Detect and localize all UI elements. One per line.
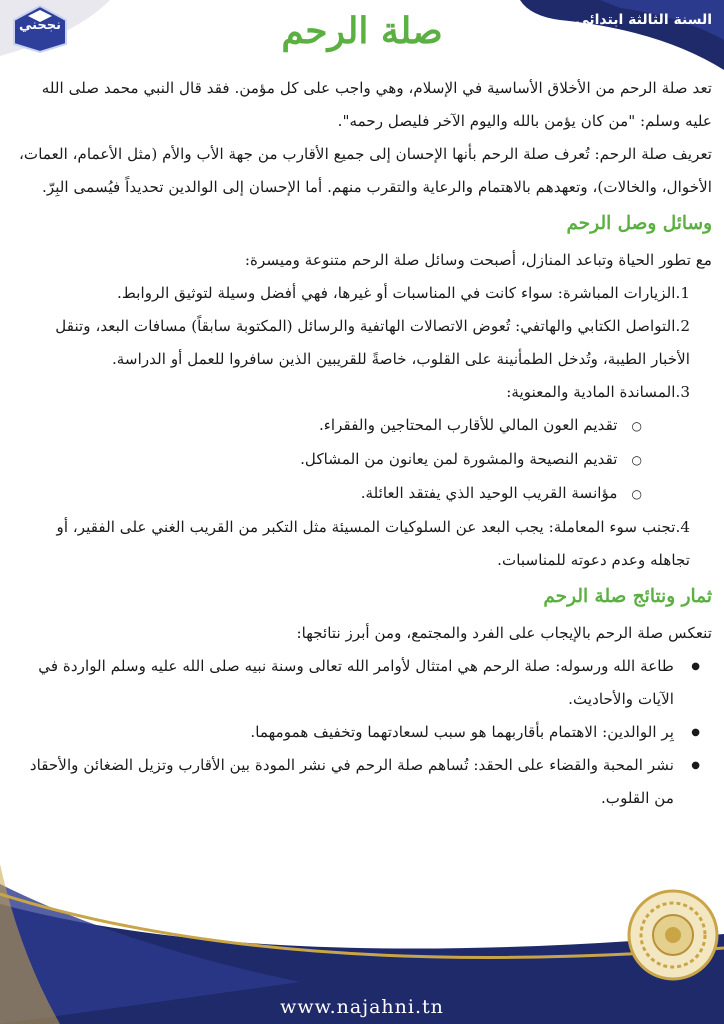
fruits-intro: تنعكس صلة الرحم بالإيجاب على الفرد والمجتمع، ومن أبرز نتائجها: xyxy=(296,624,712,642)
sub-list-item: ○ تقديم النصيحة والمشورة لمن يعانون من المشاكل. xyxy=(12,443,642,477)
intro-paragraph: تعد صلة الرحم من الأخلاق الأساسية في الإسلام، وهي واجب على كل مؤمن. فقد قال النبي محمد صلى الله عليه وسلم: "من كان يؤمن بالله واليوم الآخر فليصل رحمه". xyxy=(41,79,712,130)
fruits-list xyxy=(12,650,712,815)
fruits-item: ● طاعة الله ورسوله: صلة الرحم هي امتثال لأوامر الله تعالى وسنة نبيه صلى الله عليه وسلم الواردة في الآيات والأحاديث. xyxy=(12,650,712,716)
fruits-heading: ثمار ونتائج صلة الرحم xyxy=(543,586,712,607)
means-item-2: 2.التواصل الكتابي والهاتفي: تُعوض الاتصالات الهاتفية والرسائل (المكتوبة سابقاً) مسافات البعد، وتنقل الأخبار الطيبة، وتُدخل الطمأنينة على القلوب، خاصةً للقريبين الذين سافروا للعمل أو الدراسة. xyxy=(55,317,690,368)
means-item-4: 4.تجنب سوء المعاملة: يجب البعد عن السلوكيات المسيئة مثل التكبر من القريب الغني على الفقير، أو تجاهله وعدم دعوته للمناسبات. xyxy=(56,518,690,569)
fruits-item: ● بِر الوالدين: الاهتمام بأقاربهما هو سبب لسعادتهما وتخفيف همومهما. xyxy=(12,716,712,749)
means-list xyxy=(12,277,712,577)
means-heading: وسائل وصل الرحم xyxy=(566,213,712,234)
means-item-3: 3.المساندة المادية والمعنوية: ○ تقديم العون المالي للأقارب المحتاجين والفقراء. ○ تقديم النصيحة والمشورة لمن يعانون من المشاكل. ○ مؤانسة القريب الوحيد الذي يفتقد العائلة. xyxy=(12,376,690,511)
mandala-ornament-icon xyxy=(626,888,720,982)
main-content xyxy=(12,72,712,815)
page-title: صلة الرحم xyxy=(281,10,443,52)
means-item-1: 1.الزيارات المباشرة: سواء كانت في المناسبات أو غيرها، فهي أفضل وسيلة لتوثيق الروابط. xyxy=(117,284,690,302)
sub-list-item: ○ تقديم العون المالي للأقارب المحتاجين والفقراء. xyxy=(12,409,642,443)
fruits-item: ● نشر المحبة والقضاء على الحقد: تُساهم صلة الرحم في نشر المودة بين الأقارب وتزيل الضغائن والأحقاد من القلوب. xyxy=(12,749,712,815)
definition-paragraph: تعريف صلة الرحم: تُعرف صلة الرحم بأنها الإحسان إلى جميع الأقارب من جهة الأب والأم (مثل الأعمام، العمات، الأخوال، والخالات)، وتعهدهم بالاهتمام والرعاية والتقرب منهم. أما الإحسان إلى الوالدين تحديداً فيُسمى البِرّ. xyxy=(19,145,712,196)
sub-list-item: ○ مؤانسة القريب الوحيد الذي يفتقد العائلة. xyxy=(12,477,642,511)
means-intro: مع تطور الحياة وتباعد المنازل، أصبحت وسائل صلة الرحم متنوعة وميسرة: xyxy=(244,251,712,269)
website-link[interactable]: www.najahni.tn xyxy=(280,996,444,1018)
logo-text: نجحني xyxy=(18,18,62,33)
grade-label: السنة الثالثة ابتدائي xyxy=(575,12,712,28)
support-sublist xyxy=(12,409,690,511)
